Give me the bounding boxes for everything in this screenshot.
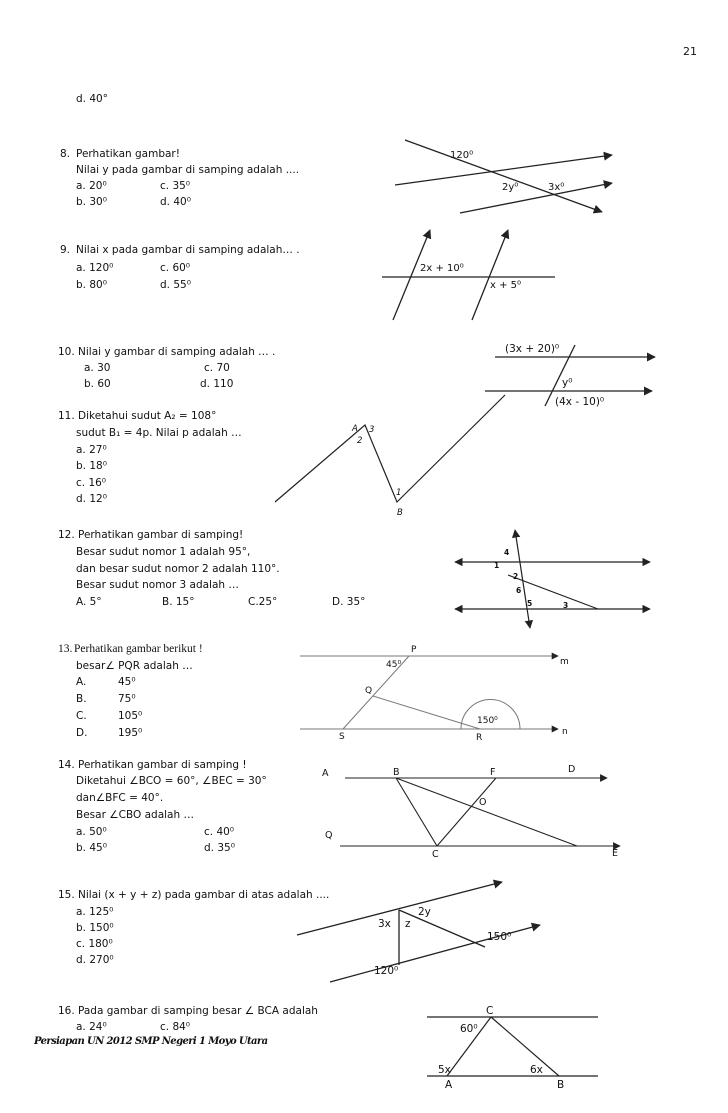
q14-label-D: D bbox=[568, 764, 576, 775]
q10-option-a: a. 30 bbox=[84, 362, 111, 374]
q13-label-m: m bbox=[560, 657, 569, 667]
q8-option-d: d. 40⁰ bbox=[160, 196, 191, 208]
q15-option-c: c. 180⁰ bbox=[76, 938, 113, 950]
q8-label-120: 120⁰ bbox=[450, 150, 474, 161]
q13-option-b-value: 75⁰ bbox=[118, 693, 136, 705]
q14-option-c: c. 40⁰ bbox=[204, 826, 235, 838]
q14-line1: Perhatikan gambar di samping ! bbox=[78, 759, 247, 771]
q14-label-C: C bbox=[432, 849, 439, 860]
q8-question: Nilai y pada gambar di samping adalah .... bbox=[76, 164, 300, 176]
q11-label-B: B bbox=[397, 508, 403, 518]
q11-figure bbox=[275, 395, 505, 502]
q15-number: 15. bbox=[58, 889, 75, 901]
q12-option-c: C.25° bbox=[248, 596, 278, 608]
q10-option-d: d. 110 bbox=[200, 378, 234, 390]
q12-label-4: 4 bbox=[504, 548, 510, 557]
q11-label-2: 2 bbox=[357, 436, 363, 446]
q10-number: 10. bbox=[58, 346, 75, 358]
q8-label-2y: 2y⁰ bbox=[502, 182, 519, 193]
q12-label-2: 2 bbox=[513, 572, 519, 581]
q12-line1: Perhatikan gambar di samping! bbox=[78, 529, 244, 541]
q9-label-x5: x + 5⁰ bbox=[490, 280, 522, 291]
q13-line2: besar∠ PQR adalah … bbox=[76, 660, 193, 672]
q14-line2: Diketahui ∠BCO = 60°, ∠BEC = 30° bbox=[76, 775, 267, 787]
q8-prompt: Perhatikan gambar! bbox=[76, 148, 180, 160]
q9-option-c: c. 60⁰ bbox=[160, 262, 191, 274]
q12-label-5: 5 bbox=[527, 599, 533, 608]
q12-option-b: B. 15° bbox=[162, 596, 195, 608]
q13-label-S: S bbox=[339, 732, 345, 742]
q13-line1: Perhatikan gambar berikut ! bbox=[74, 643, 203, 655]
q16-option-c: c. 84⁰ bbox=[160, 1021, 191, 1033]
q14-label-E: E bbox=[612, 848, 619, 859]
q11-label-1: 1 bbox=[396, 488, 402, 498]
q16-label-B: B bbox=[557, 1079, 565, 1091]
q14-figure bbox=[340, 778, 620, 846]
q12-option-d: D. 35° bbox=[332, 596, 366, 608]
q11-label-A: A bbox=[352, 424, 358, 434]
q8-label-3x: 3x⁰ bbox=[548, 182, 565, 193]
q12-line2: Besar sudut nomor 1 adalah 95°, bbox=[76, 546, 251, 558]
q14-label-F: F bbox=[490, 767, 496, 778]
q9-number: 9. bbox=[60, 244, 71, 256]
q12-label-1: 1 bbox=[494, 561, 500, 570]
q14-option-a: a. 50⁰ bbox=[76, 826, 107, 838]
q14-option-b: b. 45⁰ bbox=[76, 842, 107, 854]
q14-label-B: B bbox=[393, 767, 400, 778]
q14-line4: Besar ∠CBO adalah … bbox=[76, 809, 194, 821]
q11-line2: sudut B₁ = 4p. Nilai p adalah … bbox=[76, 427, 242, 439]
q14-label-Q: Q bbox=[325, 830, 333, 841]
q9-slant-left bbox=[393, 230, 430, 320]
q9-question: Nilai x pada gambar di samping adalah… . bbox=[76, 244, 300, 256]
q13-label-150: 150⁰ bbox=[477, 716, 498, 726]
q8-line-1 bbox=[395, 155, 612, 185]
q14-label-O: O bbox=[479, 797, 487, 808]
q14-number: 14. bbox=[58, 759, 75, 771]
q11-line1: Diketahui sudut A₂ = 108° bbox=[78, 410, 217, 422]
q11-zigzag bbox=[275, 395, 505, 502]
q13-label-P: P bbox=[411, 645, 417, 655]
q9-option-b: b. 80⁰ bbox=[76, 279, 107, 291]
q8-option-c: c. 35⁰ bbox=[160, 180, 191, 192]
footer-school-label: Persiapan UN 2012 SMP Negeri 1 Moyo Utara bbox=[34, 1036, 268, 1047]
q13-label-n: n bbox=[562, 727, 568, 737]
q13-label-45: 45⁰ bbox=[386, 660, 402, 670]
q16-figure bbox=[427, 1017, 598, 1076]
q13-figure bbox=[300, 656, 558, 729]
q15-option-a: a. 125⁰ bbox=[76, 906, 114, 918]
q13-number: 13. bbox=[58, 643, 73, 655]
q16-question: Pada gambar di samping besar ∠ BCA adalah bbox=[78, 1005, 318, 1017]
q8-figure bbox=[395, 140, 612, 213]
q14-option-d: d. 35⁰ bbox=[204, 842, 235, 854]
q11-option-b: b. 18⁰ bbox=[76, 460, 107, 472]
q9-figure bbox=[382, 230, 555, 320]
q16-label-60: 60⁰ bbox=[460, 1023, 478, 1035]
q12-slant bbox=[508, 575, 598, 609]
q9-label-2x10: 2x + 10⁰ bbox=[420, 263, 464, 274]
q15-label-2y: 2y bbox=[418, 906, 431, 918]
q12-label-3: 3 bbox=[563, 601, 569, 610]
q13-option-d-letter: D. bbox=[76, 727, 88, 739]
q16-label-6x: 6x bbox=[530, 1064, 543, 1076]
q15-option-d: d. 270⁰ bbox=[76, 954, 114, 966]
q10-option-c: c. 70 bbox=[204, 362, 230, 374]
q12-number: 12. bbox=[58, 529, 75, 541]
q15-label-3x: 3x bbox=[378, 918, 391, 930]
q9-slant-right bbox=[472, 230, 508, 320]
q11-number: 11. bbox=[58, 410, 75, 422]
q8-number: 8. bbox=[60, 148, 71, 160]
q12-option-a: A. 5° bbox=[76, 596, 102, 608]
q13-option-a-letter: A. bbox=[76, 676, 87, 688]
q12-line4: Besar sudut nomor 3 adalah … bbox=[76, 579, 239, 591]
q11-option-d: d. 12⁰ bbox=[76, 493, 107, 505]
q8-option-a: a. 20⁰ bbox=[76, 180, 107, 192]
q13-line-QR bbox=[373, 696, 480, 729]
q16-label-A: A bbox=[445, 1079, 453, 1091]
q10-option-b: b. 60 bbox=[84, 378, 111, 390]
q15-label-z: z bbox=[405, 918, 411, 930]
q8-option-b: b. 30⁰ bbox=[76, 196, 107, 208]
q10-question: Nilai y gambar di samping adalah … . bbox=[78, 346, 276, 358]
q15-option-b: b. 150⁰ bbox=[76, 922, 114, 934]
q16-number: 16. bbox=[58, 1005, 75, 1017]
q10-label-y: y⁰ bbox=[562, 377, 573, 389]
q16-option-a: a. 24⁰ bbox=[76, 1021, 107, 1033]
q13-option-a-value: 45⁰ bbox=[118, 676, 136, 688]
q16-label-C: C bbox=[486, 1005, 494, 1017]
q13-option-c-letter: C. bbox=[76, 710, 87, 722]
q15-question: Nilai (x + y + z) pada gambar di atas adalah .... bbox=[78, 889, 330, 901]
q11-label-3: 3 bbox=[369, 425, 375, 435]
q8-transversal bbox=[405, 140, 602, 212]
q13-option-c-value: 105⁰ bbox=[118, 710, 143, 722]
q13-label-Q: Q bbox=[365, 686, 373, 696]
q12-label-6: 6 bbox=[516, 586, 522, 595]
q14-line-BC bbox=[396, 778, 437, 846]
q16-label-5x: 5x bbox=[438, 1064, 451, 1076]
q15-label-150: 150⁰ bbox=[487, 931, 512, 943]
q10-label-3x20: (3x + 20)⁰ bbox=[505, 343, 560, 355]
q15-label-120: 120⁰ bbox=[374, 965, 399, 977]
q14-line3: dan∠BFC = 40°. bbox=[76, 792, 164, 804]
q13-option-d-value: 195⁰ bbox=[118, 727, 143, 739]
q10-label-4x10: (4x - 10)⁰ bbox=[555, 396, 605, 408]
q9-option-d: d. 55⁰ bbox=[160, 279, 191, 291]
q13-label-R: R bbox=[476, 733, 483, 743]
q11-option-c: c. 16⁰ bbox=[76, 477, 107, 489]
q13-option-b-letter: B. bbox=[76, 693, 87, 705]
q12-line3: dan besar sudut nomor 2 adalah 110°. bbox=[76, 563, 280, 575]
q14-label-A: A bbox=[322, 768, 329, 779]
q12-figure bbox=[455, 530, 650, 628]
q11-option-a: a. 27⁰ bbox=[76, 444, 107, 456]
page-number: 21 bbox=[683, 45, 697, 58]
q9-option-a: a. 120⁰ bbox=[76, 262, 114, 274]
q7-option-d: d. 40° bbox=[76, 93, 108, 105]
q16-side-CB bbox=[491, 1017, 559, 1076]
q15-diagonal bbox=[399, 910, 485, 947]
